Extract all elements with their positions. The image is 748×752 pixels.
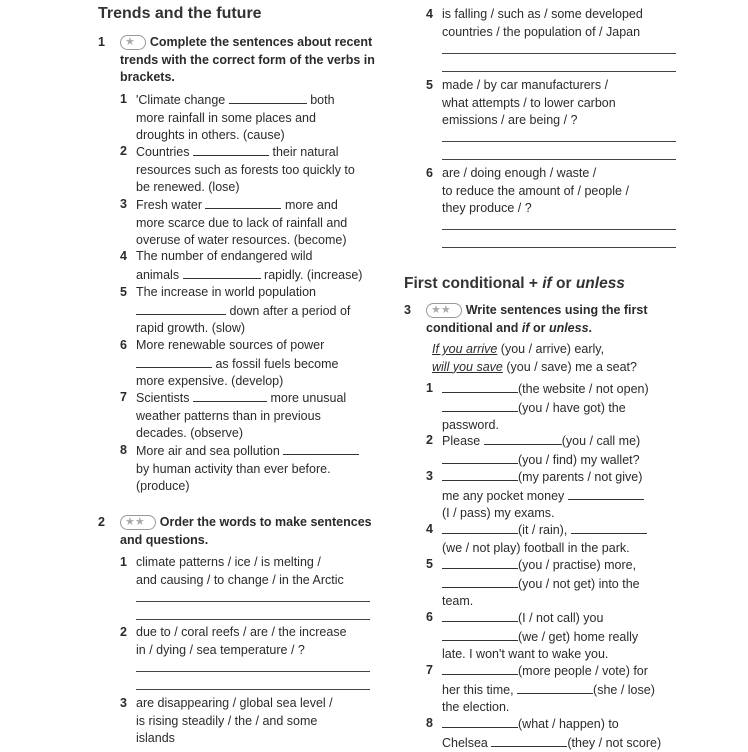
answer-blank[interactable] (136, 355, 212, 368)
exercise-3-instruction: Write sentences using the first (465, 303, 648, 317)
model-answer: If you arrive (432, 342, 498, 356)
answer-blank[interactable] (442, 609, 518, 622)
exercise-1-instruction: Complete the sentences about recent trends with the correct form of the verbs in brackets. (120, 35, 375, 85)
answer-line[interactable] (442, 70, 676, 72)
answer-blank[interactable] (205, 196, 281, 209)
answer-blank[interactable] (568, 487, 644, 500)
workbook-page: Trends and the future 1 ★ Complete the sentences about recent trends with the correct form of the verbs in brackets. 1 'Climate change both more rainfall in some places and droughts in others. (cause) 2 Countries their natural resources such as forests too quickly to be renewed. (lose) 3 Fresh water more and more scarce due to lack of rainfall and overuse of water resources. (become) 4 The number of endangered wild animals rapidly. (increase) 5 The increase in world population down after a period of rapid growth. (slow) 6 More renewable sources of power as fossil fuels become more expensive. (develop) 7 Scientists more unusual weather patterns than in previous decades. (observe) 8 More air and sea pollution by human activity than ever before. (produce) 2 ★★ Order the words to make sentences and questions. 1 climate patterns / ice / is melting / and causing / to change / in the Arctic 2 due to / coral reefs / are / the increase in / dying / sea temperature / ? 3 are disappearing / global sea level / is rising steadily / the / and some islands 4 is falling / such as / some developed countries / the population of / Japan 5 made / by car manufacturers / what attempts / to lower carbon emissions / are being / ? 6 are / doing enough / waste / to reduce the amount of / people / they produce / ? First conditional + if or unless 3 ★★ Write sentences using the first conditional and if or unless. If you arrive (you / arrive) early, will you save (you / save) me a seat? 1 (the website / not open) (you / have got) the password. 2 Please (you / call me) (you / find) my wallet? 3 (my parents / not give) me any pocket money (I / pass) my exams. 4 (it / rain), (we / not play) football in the park. 5 (you / practise) more, (you / not get) into the team. 6 (I / not call) you (we / get) home really late. I won't want to wake you. 7 (more people / vote) for her this time, (she / lose) the election. 8 (what / happen) to Chelsea (they / not score) (0, 0, 748, 750)
answer-blank[interactable] (484, 432, 562, 445)
answer-blank[interactable] (193, 389, 267, 402)
answer-line[interactable] (442, 52, 676, 54)
answer-line[interactable] (442, 158, 676, 160)
difficulty-star-icon: ★ (120, 35, 146, 50)
answer-blank[interactable] (229, 91, 307, 104)
answer-line[interactable] (136, 600, 370, 602)
exercise-number: 3 (404, 303, 411, 317)
answer-blank[interactable] (442, 380, 518, 393)
answer-blank[interactable] (442, 451, 518, 464)
answer-blank[interactable] (442, 399, 518, 412)
answer-blank[interactable] (571, 521, 647, 534)
answer-blank[interactable] (183, 266, 261, 279)
answer-line[interactable] (442, 140, 676, 142)
answer-line[interactable] (442, 228, 676, 230)
answer-blank[interactable] (442, 521, 518, 534)
answer-line[interactable] (136, 688, 370, 690)
answer-blank[interactable] (517, 681, 593, 694)
model-answer: will you save (432, 359, 503, 374)
answer-blank[interactable] (442, 662, 518, 675)
answer-line[interactable] (136, 618, 370, 620)
answer-blank[interactable] (442, 715, 518, 728)
answer-line[interactable] (136, 670, 370, 672)
answer-blank[interactable] (442, 556, 518, 569)
answer-blank[interactable] (442, 468, 518, 481)
difficulty-star-icon: ★★ (426, 303, 462, 318)
exercise-number: 1 (98, 35, 105, 49)
difficulty-star-icon: ★★ (120, 515, 156, 530)
section-title-first-conditional: First conditional + if or unless (404, 275, 625, 292)
section-title-trends: Trends and the future (98, 5, 262, 22)
answer-blank[interactable] (442, 575, 518, 588)
answer-blank[interactable] (136, 302, 226, 315)
answer-line[interactable] (442, 246, 676, 248)
answer-blank[interactable] (491, 734, 567, 747)
exercise-2-instruction: Order the words to make sentences (159, 515, 372, 529)
answer-blank[interactable] (442, 628, 518, 641)
exercise-number: 2 (98, 515, 105, 529)
answer-blank[interactable] (283, 442, 359, 455)
answer-blank[interactable] (193, 143, 269, 156)
